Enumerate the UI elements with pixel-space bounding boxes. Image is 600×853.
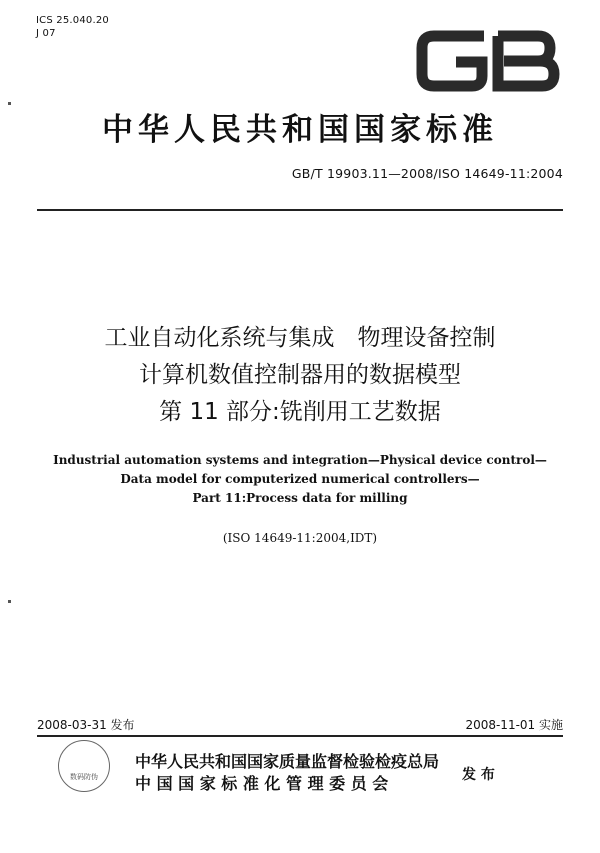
equivalence-note: (ISO 14649-11:2004,IDT) bbox=[222, 531, 378, 545]
title-cn-line-1: 工业自动化系统与集成 物理设备控制 bbox=[104, 325, 496, 351]
ics-code: ICS 25.040.20 bbox=[36, 15, 109, 26]
national-standard-title: 中华人民共和国国家标准 bbox=[102, 112, 498, 148]
issuer-aqsiq: 中华人民共和国国家质量监督检验检疫总局 bbox=[135, 752, 440, 771]
title-en-line-2: Data model for computerized numerical controllers— bbox=[120, 472, 480, 486]
issue-date: 2008-03-31 发布 bbox=[37, 718, 135, 732]
standard-number: GB/T 19903.11—2008/ISO 14649-11:2004 bbox=[291, 166, 563, 181]
title-cn-line-2: 计算机数值控制器用的数据模型 bbox=[139, 362, 461, 388]
header-rule bbox=[37, 209, 563, 211]
title-en-line-1: Industrial automation systems and integration—Physical device control— bbox=[53, 453, 547, 467]
ccs-code: J 07 bbox=[36, 28, 56, 39]
classification-codes bbox=[36, 14, 109, 40]
implement-date: 2008-11-01 实施 bbox=[465, 718, 563, 732]
issuer-sac: 中 国 国 家 标 准 化 管 理 委 员 会 bbox=[135, 774, 389, 793]
anti-counterfeit-stamp bbox=[58, 740, 110, 792]
gb-logo bbox=[412, 22, 564, 100]
publish-label: 发 布 bbox=[462, 767, 495, 783]
scan-mark bbox=[8, 102, 11, 105]
title-en-line-3: Part 11:Process data for milling bbox=[192, 491, 408, 505]
title-cn-line-3: 第 11 部分:铣削用工艺数据 bbox=[159, 399, 441, 425]
scan-mark bbox=[8, 600, 11, 603]
stamp-label: 数码防伪 bbox=[70, 773, 98, 781]
footer-rule bbox=[37, 735, 563, 737]
